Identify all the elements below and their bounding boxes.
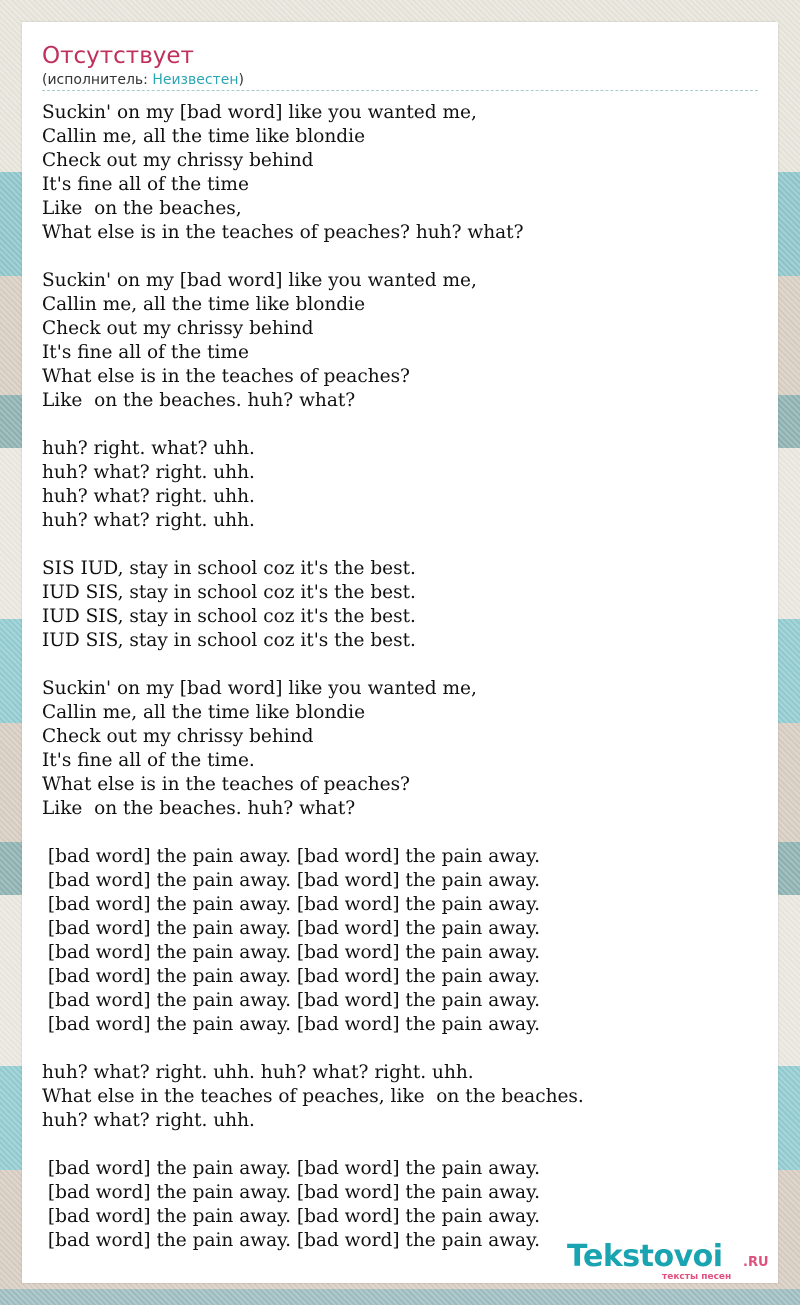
lyrics-line: It's fine all of the time bbox=[42, 174, 249, 195]
lyrics-line: IUD SIS, stay in school coz it's the best. bbox=[42, 606, 416, 627]
lyrics-card bbox=[22, 22, 778, 1283]
lyrics-line: huh? what? right. uhh. bbox=[42, 486, 255, 507]
artist-link[interactable]: Неизвестен bbox=[152, 72, 239, 88]
lyrics-line: [bad word] the pain away. [bad word] the pain away. bbox=[42, 1230, 540, 1251]
lyrics-blank-line bbox=[42, 653, 758, 677]
lyrics-line: Callin me, all the time like blondie bbox=[42, 702, 366, 723]
lyrics-text bbox=[42, 101, 758, 1253]
lyrics-line: Check out my chrissy behind bbox=[42, 318, 314, 339]
song-title: Отсутствует bbox=[42, 43, 194, 69]
lyrics-line: [bad word] the pain away. [bad word] the pain away. bbox=[42, 894, 540, 915]
lyrics-line: Check out my chrissy behind bbox=[42, 726, 314, 747]
artist-prefix: (исполнитель: bbox=[42, 72, 153, 88]
lyrics-line: [bad word] the pain away. [bad word] the pain away. bbox=[42, 1014, 540, 1035]
lyrics-line: What else is in the teaches of peaches? bbox=[42, 774, 410, 795]
lyrics-line: Like on the beaches. huh? what? bbox=[42, 798, 356, 819]
lyrics-blank-line bbox=[42, 1133, 758, 1157]
lyrics-blank-line bbox=[42, 821, 758, 845]
lyrics-line: It's fine all of the time. bbox=[42, 750, 255, 771]
lyrics-line: huh? what? right. uhh. bbox=[42, 510, 255, 531]
lyrics-blank-line bbox=[42, 413, 758, 437]
lyrics-line: IUD SIS, stay in school coz it's the best. bbox=[42, 630, 416, 651]
lyrics-line: [bad word] the pain away. [bad word] the pain away. bbox=[42, 918, 540, 939]
title-divider bbox=[42, 90, 758, 91]
lyrics-line: [bad word] the pain away. [bad word] the pain away. bbox=[42, 990, 540, 1011]
lyrics-line: Callin me, all the time like blondie bbox=[42, 294, 366, 315]
artist-suffix: ) bbox=[238, 72, 244, 88]
lyrics-line: IUD SIS, stay in school coz it's the best. bbox=[42, 582, 416, 603]
lyrics-line: [bad word] the pain away. [bad word] the pain away. bbox=[42, 1206, 540, 1227]
logo-brand: Tekstovoi bbox=[567, 1239, 723, 1274]
logo-tagline: тексты песен bbox=[662, 1272, 732, 1282]
lyrics-line: [bad word] the pain away. [bad word] the pain away. bbox=[42, 870, 540, 891]
lyrics-line: Suckin' on my [bad word] like you wanted me, bbox=[42, 270, 477, 291]
lyrics-line: What else is in the teaches of peaches? huh? what? bbox=[42, 222, 524, 243]
lyrics-line: [bad word] the pain away. [bad word] the pain away. bbox=[42, 966, 540, 987]
lyrics-line: Suckin' on my [bad word] like you wanted me, bbox=[42, 678, 477, 699]
lyrics-line: [bad word] the pain away. [bad word] the pain away. bbox=[42, 1182, 540, 1203]
lyrics-line: Suckin' on my [bad word] like you wanted me, bbox=[42, 102, 477, 123]
lyrics-line: Like on the beaches, bbox=[42, 198, 242, 219]
lyrics-line: huh? what? right. uhh. bbox=[42, 462, 255, 483]
lyrics-line: What else in the teaches of peaches, like on the beaches. bbox=[42, 1086, 584, 1107]
lyrics-line: [bad word] the pain away. [bad word] the pain away. bbox=[42, 942, 540, 963]
logo-tld: .RU bbox=[743, 1255, 769, 1270]
lyrics-line: [bad word] the pain away. [bad word] the pain away. bbox=[42, 1158, 540, 1179]
lyrics-line: What else is in the teaches of peaches? bbox=[42, 366, 410, 387]
lyrics-line: Callin me, all the time like blondie bbox=[42, 126, 366, 147]
lyrics-line: SIS IUD, stay in school coz it's the best. bbox=[42, 558, 416, 579]
lyrics-line: huh? what? right. uhh. bbox=[42, 1110, 255, 1131]
lyrics-line: huh? what? right. uhh. huh? what? right. uhh. bbox=[42, 1062, 474, 1083]
lyrics-blank-line bbox=[42, 245, 758, 269]
lyrics-blank-line bbox=[42, 1037, 758, 1061]
lyrics-line: [bad word] the pain away. [bad word] the pain away. bbox=[42, 846, 540, 867]
lyrics-blank-line bbox=[42, 533, 758, 557]
artist-line bbox=[42, 71, 244, 89]
lyrics-line: It's fine all of the time bbox=[42, 342, 249, 363]
tekstovoi-logo[interactable] bbox=[567, 1240, 777, 1286]
lyrics-line: Like on the beaches. huh? what? bbox=[42, 390, 356, 411]
lyrics-line: huh? right. what? uhh. bbox=[42, 438, 255, 459]
lyrics-line: Check out my chrissy behind bbox=[42, 150, 314, 171]
